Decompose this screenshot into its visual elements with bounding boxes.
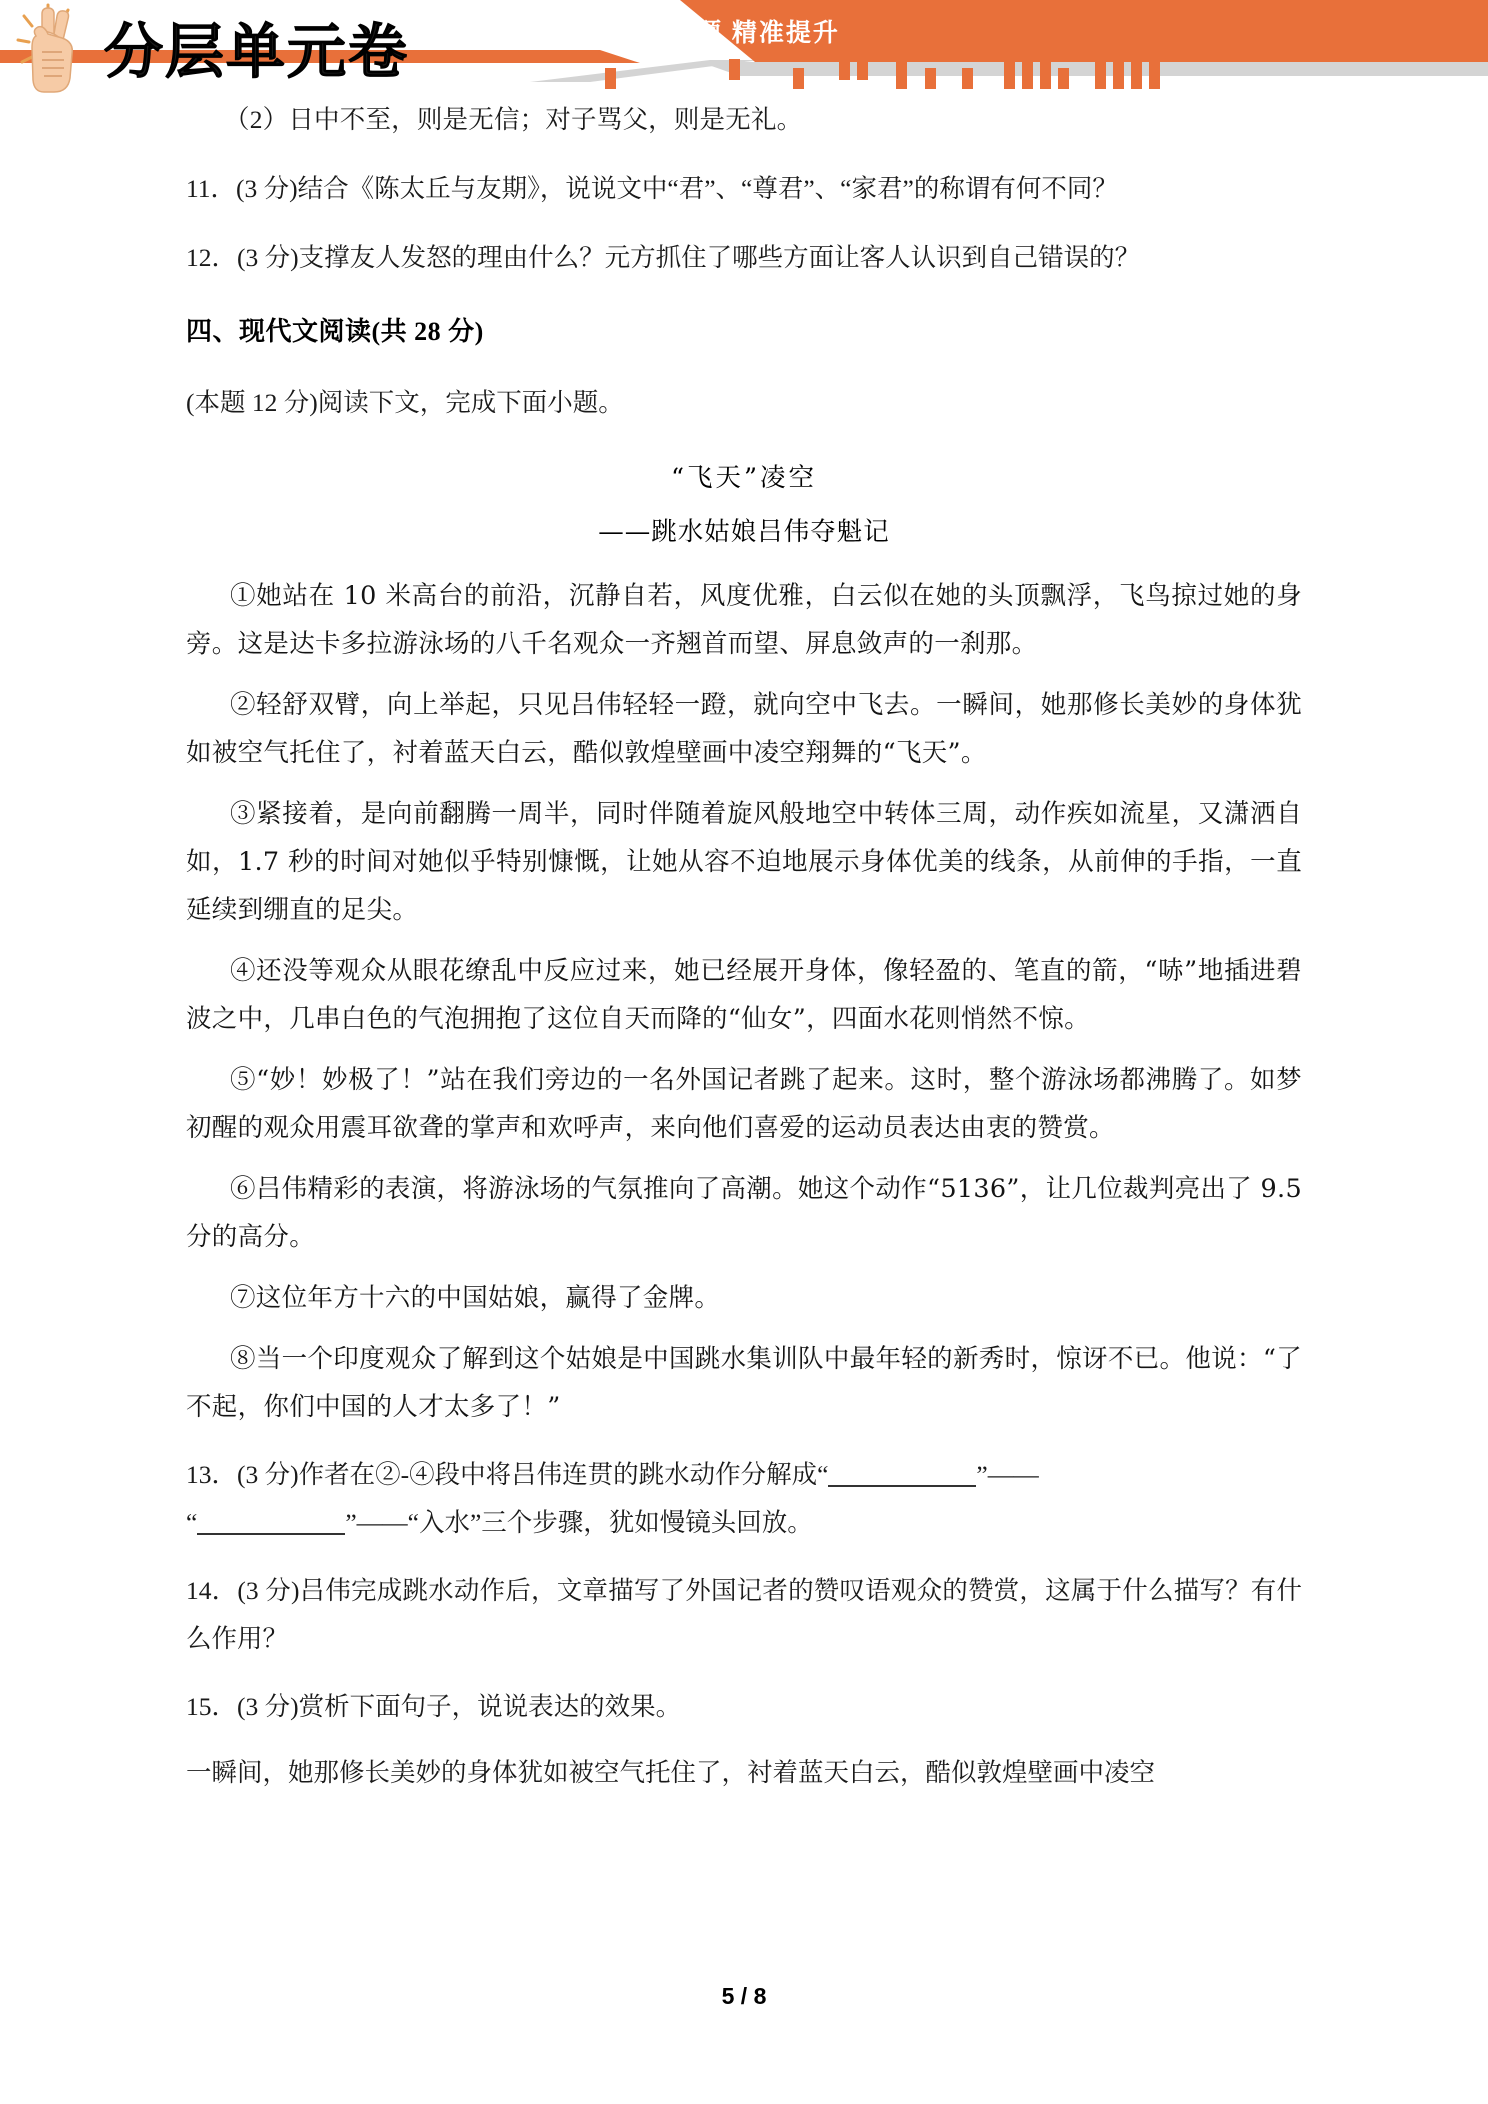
passage-paragraph: ⑥吕伟精彩的表演，将游泳场的气氛推向了高潮。她这个动作“5136”，让几位裁判亮出了 9.5 分的高分。 [186,1174,1302,1252]
question-13-prefix: 13．(3 分)作者在②-④段中将吕伟连贯的跳水动作分解成“ [186,1460,829,1489]
question-15-quote: 一瞬间，她那修长美妙的身体犹如被空气托住了，衬着蓝天白云，酷似敦煌壁画中凌空 [186,1758,1156,1787]
deco-block [1095,68,1106,89]
header-tagline: 名师伴学 分层好题 精准提升 [498,19,840,47]
deco-block [1131,68,1142,89]
deco-block [1004,68,1015,89]
page-header [0,0,1488,96]
question-11: 11．(3 分)结合《陈太丘与友期》，说说文中“君”、“尊君”、“家君”的称谓有何不同？ [186,174,1118,203]
question-13-mid: ”—— [976,1460,1039,1489]
passage-paragraph: ①她站在 10 米高台的前沿，沉静自若，风度优雅，白云似在她的头顶飘浮，飞鸟掠过她的身旁。这是达卡多拉游泳场的八千名观众一齐翘首而望、屏息敛声的一刹那。 [186,581,1302,659]
question-12: 12．(3 分)支撑友人发怒的理由什么？元方抓住了哪些方面让客人认识到自己错误的？ [186,243,1141,272]
deco-block [1040,68,1051,89]
page-footer: 5 / 8 [721,1983,767,2009]
question-13-rest: ”——“入水”三个步骤，犹如慢镜头回放。 [345,1508,813,1537]
passage-paragraph: ④还没等观众从眼花缭乱中反应过来，她已经展开身体，像轻盈的、笔直的箭，“哧”地插进碧波之中，几串白色的气泡拥抱了这位自天而降的“仙女”，四面水花则悄然不惊。 [186,956,1302,1034]
passage-title: “飞天”凌空 [670,463,818,493]
question-15: 15．(3 分)赏析下面句子，说说表达的效果。 [186,1692,682,1721]
passage-paragraph: ③紧接着，是向前翻腾一周半，同时伴随着旋风般地空中转体三周，动作疾如流星，又潇洒自如，1.7 秒的时间对她似乎特别慷慨，让她从容不迫地展示身体优美的线条，从前伸的手指，一直延续到绷直的足尖。 [186,799,1302,925]
passage-paragraph: ⑦这位年方十六的中国姑娘，赢得了金牌。 [230,1283,721,1313]
question-13-quote-open: “ [186,1508,198,1537]
deco-block [839,59,850,80]
brand-title: 分层单元卷 [104,19,410,85]
passage-paragraph: ⑤“妙！妙极了！”站在我们旁边的一名外国记者跳了起来。这时，整个游泳场都沸腾了。如梦初醒的观众用震耳欲聋的掌声和欢呼声，来向他们喜爱的运动员表达由衷的赞赏。 [186,1065,1302,1143]
deco-block [896,68,907,89]
page-body [0,96,1488,2104]
question-13 [186,1451,1302,1547]
passage-paragraph: ⑧当一个印度观众了解到这个姑娘是中国跳水集训队中最年轻的新秀时，惊讶不已。他说：“了不起，你们中国的人才太多了！” [186,1344,1302,1422]
deco-block [793,68,804,89]
hand-clap-icon [12,0,104,96]
deco-block [1058,68,1069,89]
deco-block [857,59,868,80]
deco-block [925,68,936,89]
answer-blank[interactable] [828,1485,976,1487]
answer-blank[interactable] [197,1533,345,1535]
deco-block [1113,68,1124,89]
translation-item-2: （2）日中不至，则是无信；对子骂父，则是无礼。 [224,105,803,134]
section-note: (本题 12 分)阅读下文，完成下面小题。 [186,388,624,417]
question-14: 14．(3 分)吕伟完成跳水动作后，文章描写了外国记者的赞叹语观众的赞赏，这属于什么描写？有什么作用？ [186,1576,1302,1653]
deco-block [1022,68,1033,89]
deco-block [729,59,740,80]
passage-paragraph: ②轻舒双臂，向上举起，只见吕伟轻轻一蹬，就向空中飞去。一瞬间，她那修长美妙的身体犹如被空气托住了，衬着蓝天白云，酷似敦煌壁画中凌空翔舞的“飞天”。 [186,690,1302,768]
section-heading-4: 四、现代文阅读(共 28 分) [186,317,484,346]
deco-block [962,68,973,89]
passage-subtitle: ——跳水姑娘吕伟夺魁记 [598,517,890,547]
deco-block [1149,68,1160,89]
deco-block [605,68,616,89]
